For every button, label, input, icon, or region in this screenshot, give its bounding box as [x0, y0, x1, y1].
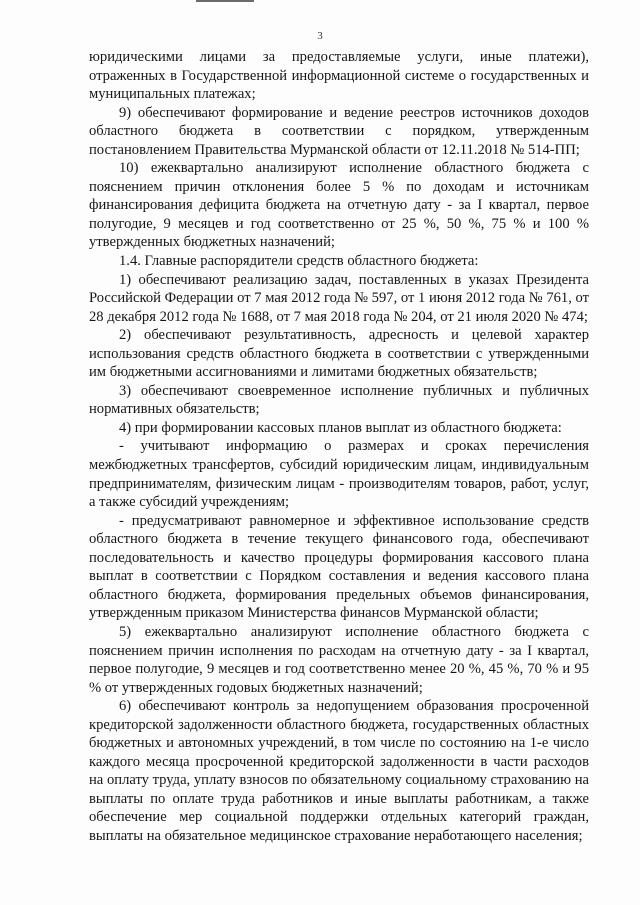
paragraph: 4) при формировании кассовых планов выплат из областного бюджета:	[119, 419, 562, 436]
paragraph: 6) обеспечивают контроль за недопущением образования просроченной кредиторской задолженности областного бюджета, государственных областных бюджетных и автономных учреждений, в том числе по состоянию на 1-е число каждого месяца просроченной кредиторской задолженности в части расходов на оплату труда, уплату взносов по обязательному социальному страхованию на выплаты по оплате труда работников и иные выплаты работникам, а также обеспечение мер социальной поддержки отдельных категорий граждан, выплаты на обязательное медицинское страхование неработающего населения;	[89, 698, 589, 844]
paragraph: - предусматривают равномерное и эффективное использование средств областного бюджета в течение текущего финансового года, обеспечивают последовательность и качество процедуры формирования кассового плана выплат в соответствии с Порядком составления и ведения кассового плана областного бюджета, формирования предельных объемов финансирования, утвержденным приказом Министерства финансов Мурманской области;	[89, 512, 589, 622]
paragraph: - учитывают информацию о размерах и сроках перечисления межбюджетных трансфертов, субсидий юридическим лицам, индивидуальным предпринимателям, физическим лицам - производителям товаров, работ, услуг, а также субсидий учреждениям;	[89, 438, 589, 511]
paragraph: 10) ежеквартально анализируют исполнение областного бюджета с пояснением причин отклонения более 5 % по доходам и источникам финансирования дефицита бюджета на отчетную дату - за I квартал, первое полугодие, 9 месяцев и год соответственно от 25 %, 50 %, 75 % и 100 % утвержденных бюджетных назначений;	[89, 160, 589, 251]
paragraph: 3) обеспечивают своевременное исполнение публичных и публичных нормативных обязательств;	[89, 382, 589, 418]
scan-edge-mark	[196, 0, 254, 2]
paragraph: 9) обеспечивают формирование и ведение реестров источников доходов областного бюджета в соответствии с порядком, утвержденным постановлением Правительства Мурманской области от 12.11.2018 № 514-ПП;	[89, 104, 589, 158]
paragraph: 5) ежеквартально анализируют исполнение областного бюджета с пояснением причин исполнения по расходам на отчетную дату - за I квартал, первое полугодие, 9 месяцев и год соответственно менее 20 %, 45 %, 70 % и 95 % от утвержденных годовых бюджетных назначений;	[89, 623, 589, 696]
paragraph: 1) обеспечивают реализацию задач, поставленных в указах Президента Российской Федерации от 7 мая 2012 года № 597, от 1 июня 2012 года № 761, от 28 декабря 2012 года № 1688, от 7 мая 2018 года № 204, от 21 июля 2020 № 474;	[89, 271, 589, 325]
page-number: 3	[317, 30, 323, 42]
paragraph: 2) обеспечивают результативность, адресность и целевой характер использования средств областного бюджета в соответствии с утвержденными им бюджетными ассигнованиями и лимитами бюджетных обязательств;	[89, 327, 589, 381]
paragraph: юридическими лицами за предоставляемые услуги, иные платежи), отраженных в Государственной информационной системе о государственных и муниципальных платежах;	[89, 49, 589, 103]
document-body	[89, 48, 589, 846]
paragraph: 1.4. Главные распорядители средств областного бюджета:	[119, 253, 479, 270]
